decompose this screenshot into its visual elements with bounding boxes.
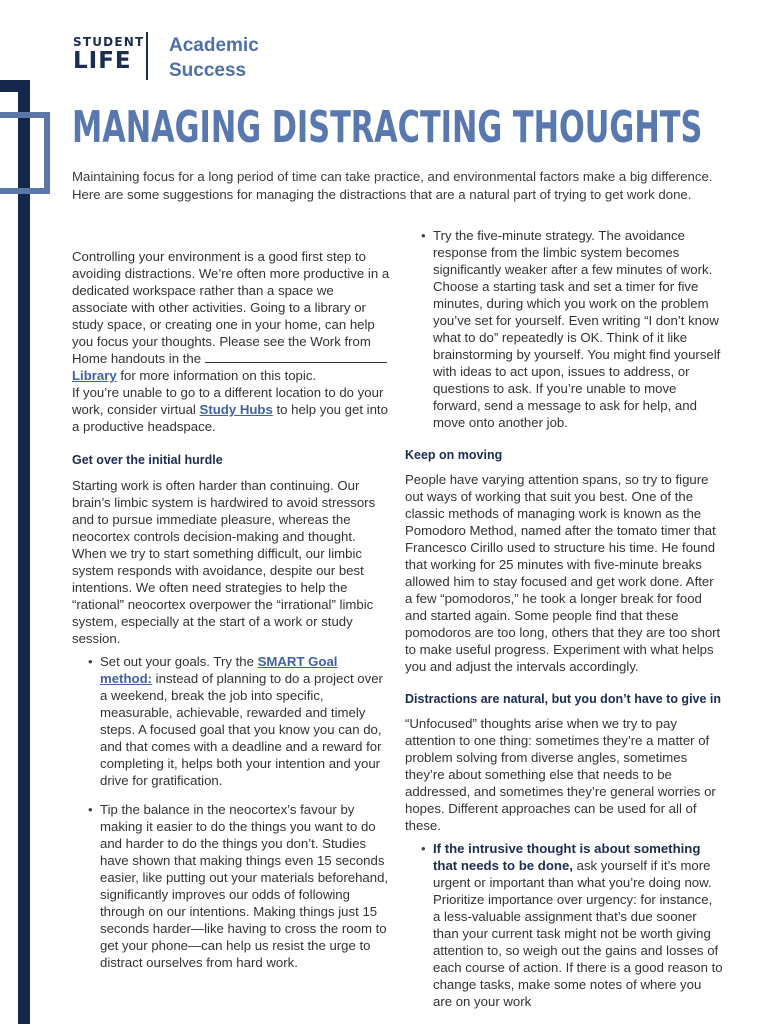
distraction-tips-list: [405, 840, 723, 1010]
decorative-top-bar: [0, 80, 30, 92]
strategy-list: [405, 227, 723, 431]
virtual-paragraph: If you’re unable to go to a different location to do your work, consider virtual Study Hubs to help you get into a productive headspace.: [72, 385, 388, 434]
header-divider: [146, 32, 148, 80]
blank-line: [205, 352, 387, 363]
student-life-logo: [73, 35, 145, 74]
logo-line2: LIFE: [73, 48, 132, 74]
list-item: • Set out your goals. Try the SMART Goal method: instead of planning to do a project over a weekend, break the job into specific, measurable, achievable, rewarded and timely steps. A focused goal that you know you can do, and that comes with a deadline and a reward for completing it, helps both your intention and your drive for gratification.: [72, 653, 390, 789]
list-item: • If the intrusive thought is about something that needs to be done, ask yourself if it’s more urgent or important than what you’re doing now. Prioritize importance over urgency: for instance, a less-valuable assignment that’s due sooner than your current task might not be worth giving attention to, so weigh out the gains and losses of each course of action. If there is a good reason to change tasks, make some notes of where you are on your work: [405, 840, 723, 1010]
hurdle-paragraph: Starting work is often harder than continuing. Our brain’s limbic system is hardwired to avoid stressors and to pursue immediate pleasure, whereas the neocortex controls decision-making and thought. When we try to start something difficult, our limbic system responds with avoidance, despite our best intentions. We often need strategies to help the “rational” neocortex overpower the “irrational” limbic system, especially at the start of a work or study session.: [72, 478, 376, 646]
heading-initial-hurdle: Get over the initial hurdle: [72, 453, 223, 467]
smart-goal-link[interactable]: SMART Goal method:: [100, 654, 338, 686]
logo-line1: STUDENT: [73, 35, 145, 49]
environment-paragraph: Controlling your environment is a good first step to avoiding distractions. We’re often more productive in a dedicated workspace rather than a space we associate with other activities. Going to a library or study space, or creating one in your home, can help you focus your thoughts. Please see the Work from Home handouts in the Library for more information on this topic.: [72, 249, 390, 383]
decorative-left-bar: [18, 80, 30, 1024]
list-item: • Tip the balance in the neocortex’s favour by making it easier to do the things you want to do and harder to do the things you don’t. Studies have shown that making things even 15 seconds easier, like putting out your materials beforehand, significantly improves our odds of following through on our intentions. Making things just 15 seconds harder—like having to cross the room to get your phone—can help us resist the urge to distract ourselves from hard work.: [72, 801, 390, 971]
heading-distractions: Distractions are natural, but you don’t have to give in: [405, 692, 722, 706]
study-hubs-link[interactable]: Study Hubs: [199, 402, 273, 417]
list-item: • Try the five-minute strategy. The avoidance response from the limbic system becomes significantly weaker after a few minutes of work. Choose a starting task and set a timer for five minutes, during which you work on the problem you’ve set for yourself. Even writing “I don’t know what to do” repeatedly is OK. Think of it like brainstorming by yourself. You might find yourself with ideas to act upon, issues to address, or questions to ask. If you’re unable to move forward, send a message to ask for help, and move onto another job.: [405, 227, 723, 431]
library-link[interactable]: Library: [72, 368, 117, 383]
right-column: [405, 227, 723, 1010]
dept-line2: Success: [169, 60, 247, 81]
distractions-paragraph: “Unfocused” thoughts arise when we try to pay attention to one thing: sometimes they’re a matter of problem solving from diverse angles, sometimes they’re about something else that needs to be addressed, and sometimes they’re general worries or hopes. Different approaches can be used for all of these.: [405, 716, 716, 833]
heading-keep-moving: Keep on moving: [405, 448, 503, 462]
decorative-bracket: [0, 112, 50, 194]
intro-paragraph: Maintaining focus for a long period of time can take practice, and environmental factors make a big difference. Here are some suggestions for managing the distractions that are a natural part of trying to get work done.: [72, 169, 713, 202]
moving-paragraph: People have varying attention spans, so try to figure out ways of working that suit you best. One of the classic methods of managing work is known as the Pomodoro Method, named after the tomato timer that Francesco Cirillo used to structure his time. He found that working for 25 minutes with five-minute breaks allowed him to stay focused and get work done. After a few “pomodoros,” he took a longer break for food and started again. Some people find that these pomodoros are too long, others that they are too short to make useful progress. Experiment with what helps you and adjust the intervals accordingly.: [405, 472, 721, 674]
dept-line1: Academic: [169, 35, 259, 56]
left-column: [72, 248, 390, 971]
page-title: MANAGING DISTRACTING THOUGHTS: [72, 102, 703, 153]
department-name: [169, 33, 259, 83]
hurdle-tips-list: [72, 653, 390, 971]
